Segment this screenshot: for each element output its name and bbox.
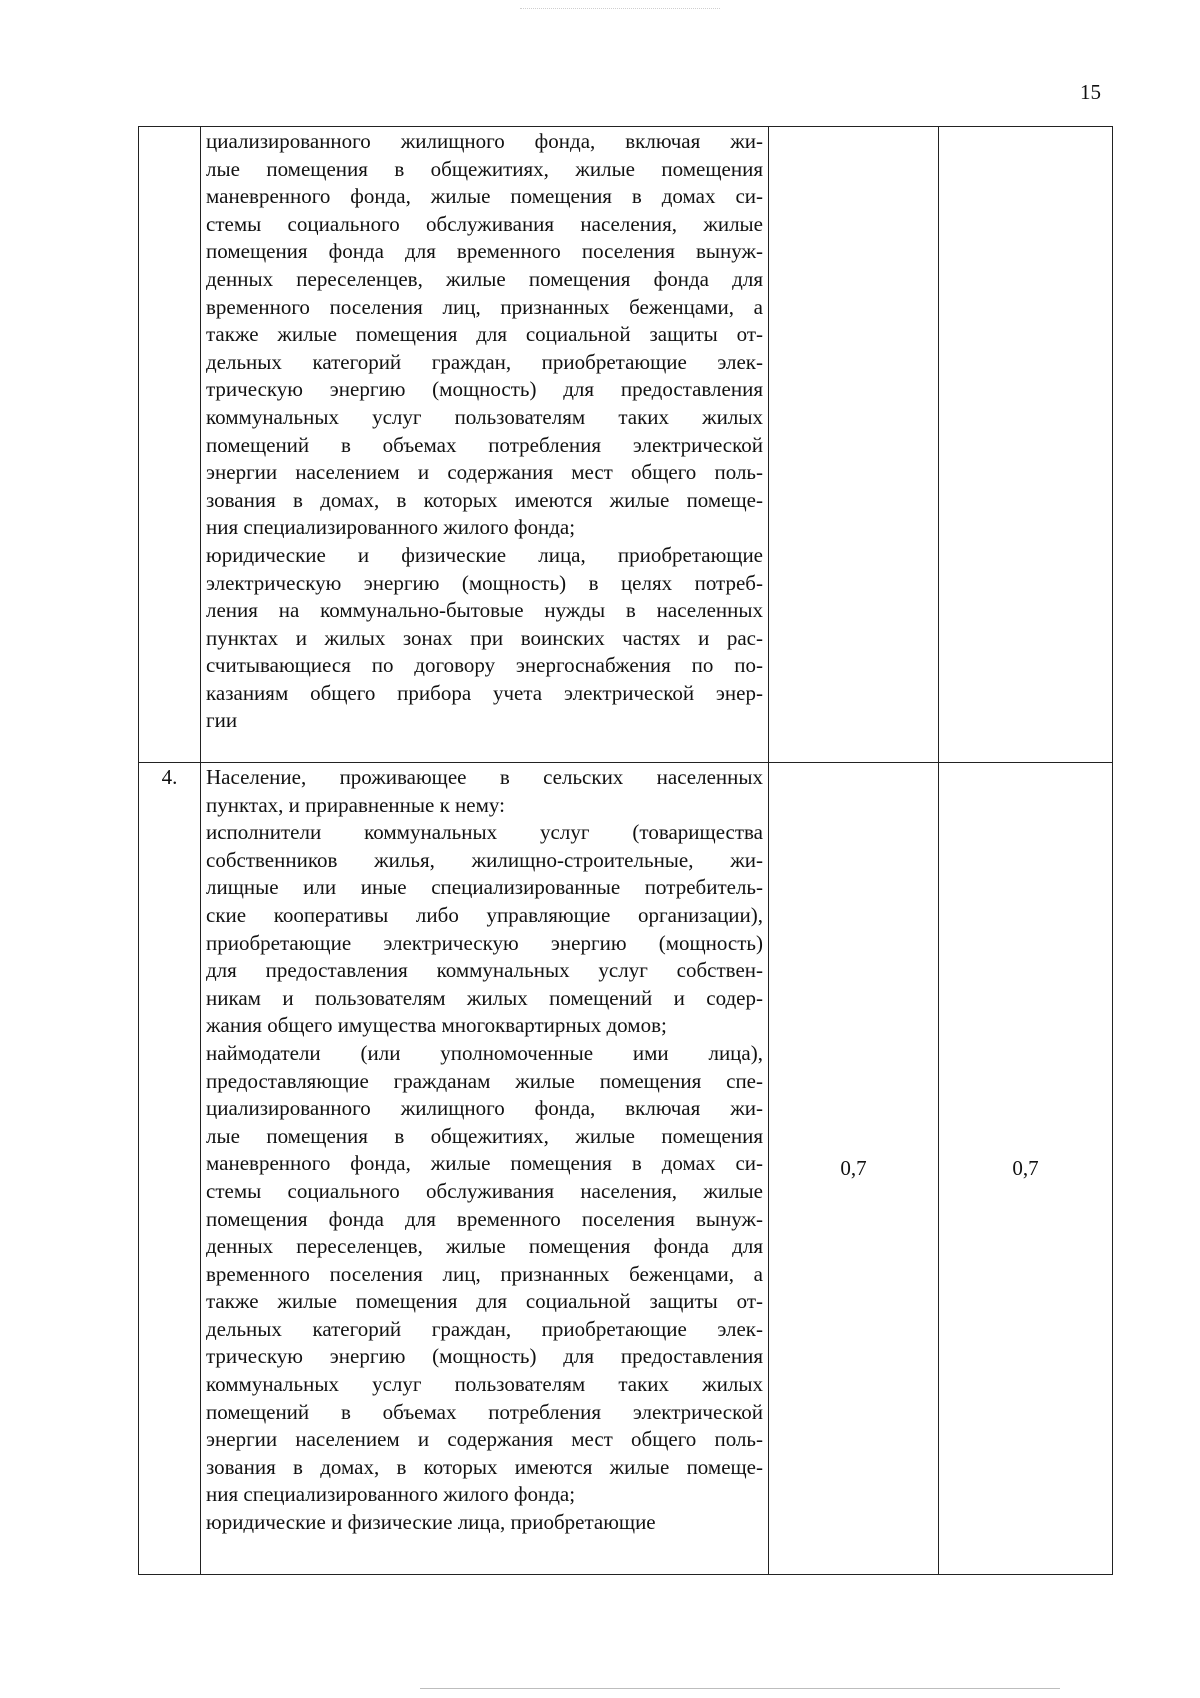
text-line: временного поселения лиц, признанных беженцами, а [206,294,763,319]
text-line: наймодатели (или уполномоченные ими лица), [206,1040,763,1065]
text-line: помещений в объемах потребления электрической [206,1399,763,1424]
text-line: денных переселенцев, жилые помещения фонда для [206,1234,763,1259]
text-line: также жилые помещения для социальной защиты от- [206,1289,763,1314]
text-line: лые помещения в общежитиях, жилые помещения [206,1123,763,1148]
text-line: денных переселенцев, жилые помещения фонда для [206,266,763,291]
value-cell-1 [769,127,939,763]
text-line: циализированного жилищного фонда, включая жи- [206,129,763,153]
text-line: никам и пользователям жилых помещений и содер- [206,985,763,1010]
text-line: трическую энергию (мощность) для предоставления [206,377,763,402]
text-line: юридические и физические лица, приобретающие [206,1510,656,1535]
tariff-table [138,126,1113,1575]
row-number-cell: 4. [139,763,201,1575]
text-line: помещений в объемах потребления электрической [206,432,763,457]
value-cell-2: 0,7 [939,763,1113,1575]
text-line: зования в домах, в которых имеются жилые помеще- [206,487,763,512]
text-line: лые помещения в общежитиях, жилые помещения [206,156,763,181]
text-line: электрическую энергию (мощность) в целях потреб- [206,570,763,595]
row-description-text [206,128,763,735]
text-line: дельных категорий граждан, приобретающие элек- [206,1316,763,1341]
text-line: помещения фонда для временного поселения вынуж- [206,239,763,264]
scan-artifact [420,1688,1060,1689]
text-line: считывающиеся по договору энергоснабжения по по- [206,653,763,678]
text-line: предоставляющие гражданам жилые помещения спе- [206,1068,763,1093]
text-line: лищные или иные специализированные потребитель- [206,875,763,900]
text-line: приобретающие электрическую энергию (мощность) [206,930,763,955]
text-line: маневренного фонда, жилые помещения в домах си- [206,1151,763,1176]
text-line: трическую энергию (мощность) для предоставления [206,1344,763,1369]
text-line: пунктах и жилых зонах при воинских частях и рас- [206,625,763,650]
table-row [139,763,1113,1575]
table-row [139,127,1113,763]
text-line: коммунальных услуг пользователям таких жилых [206,404,763,429]
row-number-cell [139,127,201,763]
text-line: энергии населением и содержания мест общего поль- [206,1427,763,1452]
text-line: собственников жилья, жилищно-строительные, жи- [206,847,763,872]
text-line: стемы социального обслуживания населения, жилые [206,211,763,236]
text-line: ские кооперативы либо управляющие организации), [206,902,763,927]
text-line: жания общего имущества многоквартирных домов; [206,1013,667,1038]
text-line: дельных категорий граждан, приобретающие элек- [206,349,763,374]
text-line: помещения фонда для временного поселения вынуж- [206,1206,763,1231]
text-line: коммунальных услуг пользователям таких жилых [206,1372,763,1397]
text-line: юридические и физические лица, приобретающие [206,542,763,567]
value-cell-1: 0,7 [769,763,939,1575]
text-line: также жилые помещения для социальной защиты от- [206,322,763,347]
text-line: ния специализированного жилого фонда; [206,515,576,540]
text-line: маневренного фонда, жилые помещения в домах си- [206,184,763,209]
text-line: Население, проживающее в сельских населенных [206,765,763,789]
page-number: 15 [1080,80,1101,104]
row-description-cell [201,127,769,763]
value-cell-2 [939,127,1113,763]
row-description-cell [201,763,769,1575]
text-line: временного поселения лиц, признанных беженцами, а [206,1261,763,1286]
text-line: пунктах, и приравненные к нему: [206,792,505,817]
text-line: стемы социального обслуживания населения, жилые [206,1178,763,1203]
scan-artifact [520,8,720,10]
text-line: зования в домах, в которых имеются жилые помеще- [206,1454,763,1479]
text-line: исполнители коммунальных услуг (товарищества [206,820,763,845]
text-line: ния специализированного жилого фонда; [206,1482,576,1507]
text-line: для предоставления коммунальных услуг собствен- [206,958,763,983]
text-line: циализированного жилищного фонда, включая жи- [206,1096,763,1121]
text-line: гии [206,708,238,733]
text-line: энергии населением и содержания мест общего поль- [206,460,763,485]
text-line: казаниям общего прибора учета электрической энер- [206,680,763,705]
text-line: ления на коммунально-бытовые нужды в населенных [206,598,763,623]
row-description-text [206,764,763,1537]
